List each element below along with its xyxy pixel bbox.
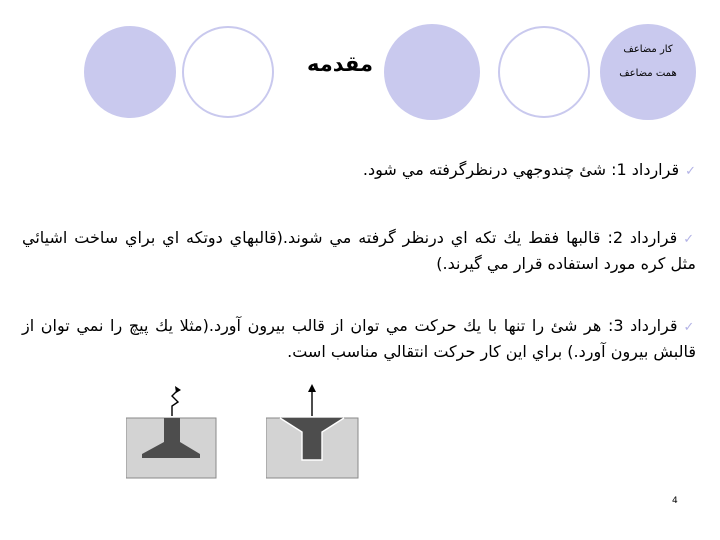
mold-translatable-figure [266,380,366,480]
corner-motto [602,38,694,86]
page-number: 4 [672,496,678,506]
rule-3-text: هر شئ را تنها با يك حركت مي توان از قالب بيرون آورد.(مثلا يك پيچ را نمي توان از قالبش بيرون آورد.) براي اين كار حركت انتقالي مناسب است. [22,316,696,361]
rule-2-prefix: قرارداد 2: [600,228,678,247]
corner-line-1: كار مضاعف [623,44,673,55]
checkmark-icon: ✓ [685,164,696,179]
checkmark-icon: ✓ [683,232,696,247]
rule-3-prefix: قرارداد 3: [601,316,678,335]
rule-1-text: شئ چندوجهي درنظرگرفته مي شود. [362,160,606,179]
rule-1-prefix: قرارداد 1: [605,160,680,179]
rule-3 [22,314,696,364]
mold-blocked-figure [126,380,226,480]
decor-circle-3 [384,24,480,120]
rule-1 [22,158,696,184]
slide-title: مقدمه [307,52,373,76]
checkmark-icon: ✓ [683,320,696,335]
corner-line-2: همت مضاعف [619,68,677,79]
decor-circle-4 [498,26,590,118]
decor-circle-2 [182,26,274,118]
rule-2 [22,226,696,276]
rule-2-text: قالبها فقط يك تكه اي درنظر گرفته مي شوند.(قالبهاي دوتكه اي براي ساخت اشيائي مثل كره مورد استفاده قرار مي گيرند.) [22,228,696,273]
decor-circle-1 [84,26,176,118]
